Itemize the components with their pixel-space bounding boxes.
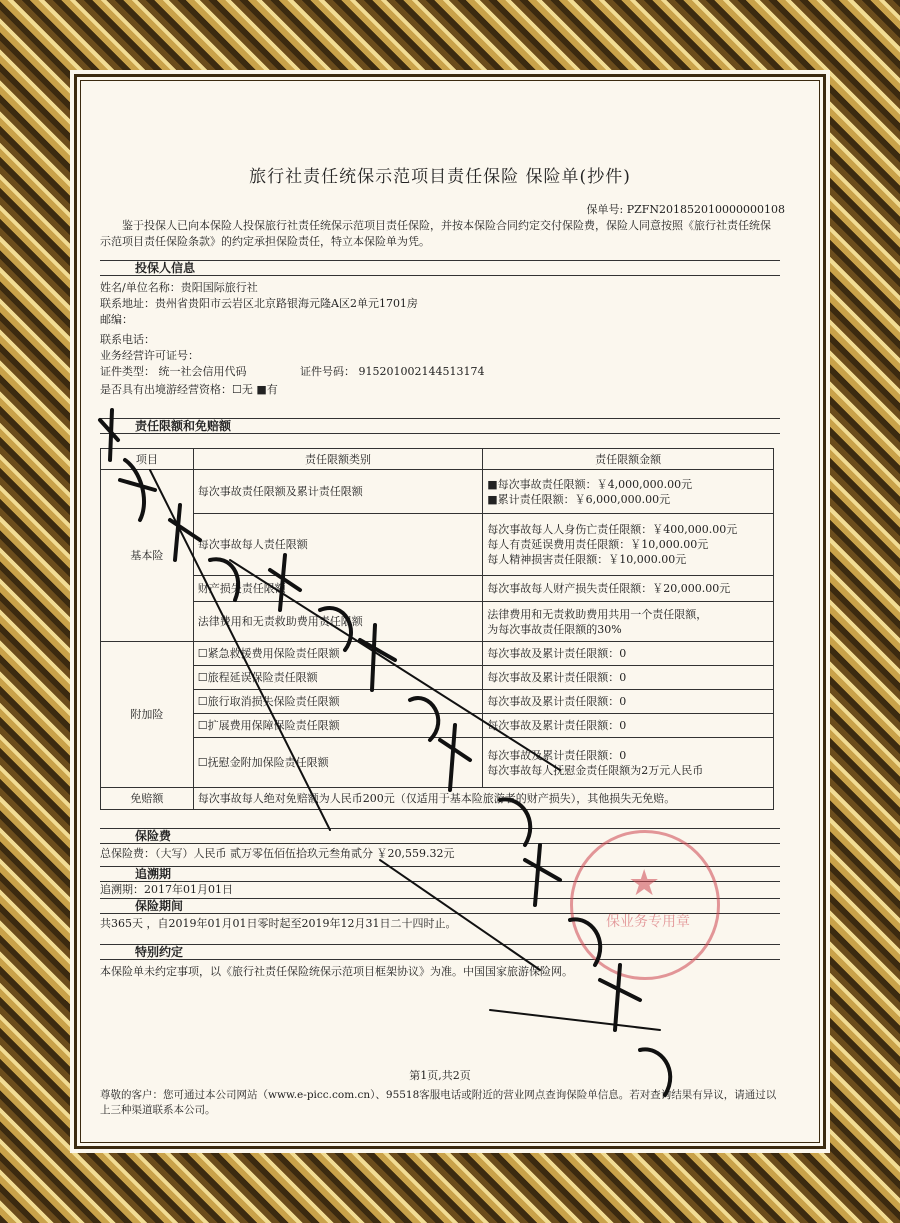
deductible-label: 免赔额	[101, 788, 194, 810]
limit-amount: 每次事故及累计责任限额：0	[483, 642, 774, 666]
basic-insurance-label: 基本险	[101, 470, 194, 642]
table-row	[101, 690, 774, 714]
policy-number-label: 保单号:	[586, 203, 624, 216]
page-info: 第1页,共2页	[409, 1069, 471, 1082]
table-row	[101, 788, 774, 810]
limit-amount: 每次事故及累计责任限额：0 每次事故每人抚慰金责任限额为2万元人民币	[483, 738, 774, 788]
limit-type: ☐旅行取消损失保险责任限额	[193, 690, 483, 714]
retro-section-heading: 追溯期	[100, 866, 780, 882]
retro-date: 追溯期：2017年01月01日	[100, 883, 233, 896]
col-item-header: 项目	[101, 449, 194, 470]
limits-section-heading: 责任限额和免赔额	[100, 418, 780, 434]
insured-phone: 联系电话：	[100, 333, 155, 346]
limit-type: 法律费用和无责救助费用责任限额	[193, 602, 483, 642]
intro-paragraph: 鉴于投保人已向本保险人投保旅行社责任统保示范项目责任保险，并按本保险合同约定交付保险费，保险人同意按照《旅行社责任统保示范项目责任保险条款》的约定承担保险责任，特立本保险单为凭。	[100, 219, 771, 248]
insured-id-type: 证件类型： 统一社会信用代码	[100, 365, 247, 378]
premium-total: 总保险费：（大写）人民币 贰万零伍佰伍拾玖元叁角贰分 ￥20,559.32元	[100, 847, 455, 860]
table-row	[101, 738, 774, 788]
limits-table-header	[101, 449, 774, 470]
limit-amount: 法律费用和无责救助费用共用一个责任限额， 为每次事故责任限额的30%	[483, 602, 774, 642]
document-title: 旅行社责任统保示范项目责任保险 保险单(抄件)	[249, 167, 631, 187]
limit-type: 财产损失责任限额	[193, 576, 483, 602]
limit-amount: 每次事故及累计责任限额：0	[483, 666, 774, 690]
limit-amount: 每次事故及累计责任限额：0	[483, 690, 774, 714]
period-section-heading: 保险期间	[100, 898, 780, 914]
table-row	[101, 714, 774, 738]
insured-id-number: 证件号码： 915201002144513174	[300, 365, 485, 378]
addon-insurance-label: 附加险	[101, 642, 194, 788]
insured-name: 姓名/单位名称：贵阳国际旅行社	[100, 281, 258, 294]
footer-note: 尊敬的客户：您可通过本公司网站（www.e-picc.com.cn）、95518客服电话或附近的营业网点查询保险单信息。若对查询结果有异议，请通过以上三种渠道联系本公司。	[100, 1089, 777, 1116]
policy-number-value: PZFN201852010000000108	[626, 203, 785, 216]
table-row	[101, 642, 774, 666]
policy-number	[587, 202, 786, 217]
limit-type: ☐抚慰金附加保险责任限额	[193, 738, 483, 788]
table-row	[101, 576, 774, 602]
col-amount-header: 责任限额金额	[483, 449, 774, 470]
limit-amount: 每次事故每人人身伤亡责任限额：￥400,000.00元 每人有责延误费用责任限额：￥10,000.00元 每人精神损害责任限额：￥10,000.00元	[483, 514, 774, 576]
col-type-header: 责任限额类别	[193, 449, 483, 470]
star-icon: ★	[628, 863, 661, 904]
seal-text: 保业务专用章	[606, 914, 690, 930]
premium-section-heading: 保险费	[100, 828, 780, 844]
table-row	[101, 470, 774, 514]
table-row	[101, 602, 774, 642]
limit-type: 每次事故每人责任限额	[193, 514, 483, 576]
insured-postcode: 邮编：	[100, 313, 133, 326]
limit-type: ☐旅程延误保险责任限额	[193, 666, 483, 690]
insured-outbound-qualification: 是否具有出境游经营资格：☐无 ■有	[100, 383, 278, 396]
insured-license: 业务经营许可证号：	[100, 349, 199, 362]
limit-amount: ■每次事故责任限额：￥4,000,000.00元 ■累计责任限额：￥6,000,000.00元	[483, 470, 774, 514]
limits-table	[100, 448, 774, 810]
special-section-heading: 特别约定	[100, 944, 780, 960]
insured-address: 联系地址：贵州省贵阳市云岩区北京路银海元隆A区2单元1701房	[100, 297, 418, 310]
period-text: 共365天 ，自2019年01月01日零时起至2019年12月31日二十四时止。	[100, 917, 457, 930]
limit-type: ☐扩展费用保障保险责任限额	[193, 714, 483, 738]
deductible-text: 每次事故每人绝对免赔额为人民币200元（仅适用于基本险旅游者的财产损失），其他损失无免赔。	[193, 788, 773, 810]
table-row	[101, 514, 774, 576]
limit-type: 每次事故责任限额及累计责任限额	[193, 470, 483, 514]
limit-amount: 每次事故及累计责任限额：0	[483, 714, 774, 738]
insured-section-heading: 投保人信息	[100, 260, 780, 276]
special-text: 本保险单未约定事项，以《旅行社责任保险统保示范项目框架协议》为准。中国国家旅游保险网。	[100, 965, 573, 978]
limit-type: ☐紧急救援费用保险责任限额	[193, 642, 483, 666]
limit-amount: 每次事故每人财产损失责任限额：￥20,000.00元	[483, 576, 774, 602]
company-seal	[570, 830, 720, 980]
table-row	[101, 666, 774, 690]
